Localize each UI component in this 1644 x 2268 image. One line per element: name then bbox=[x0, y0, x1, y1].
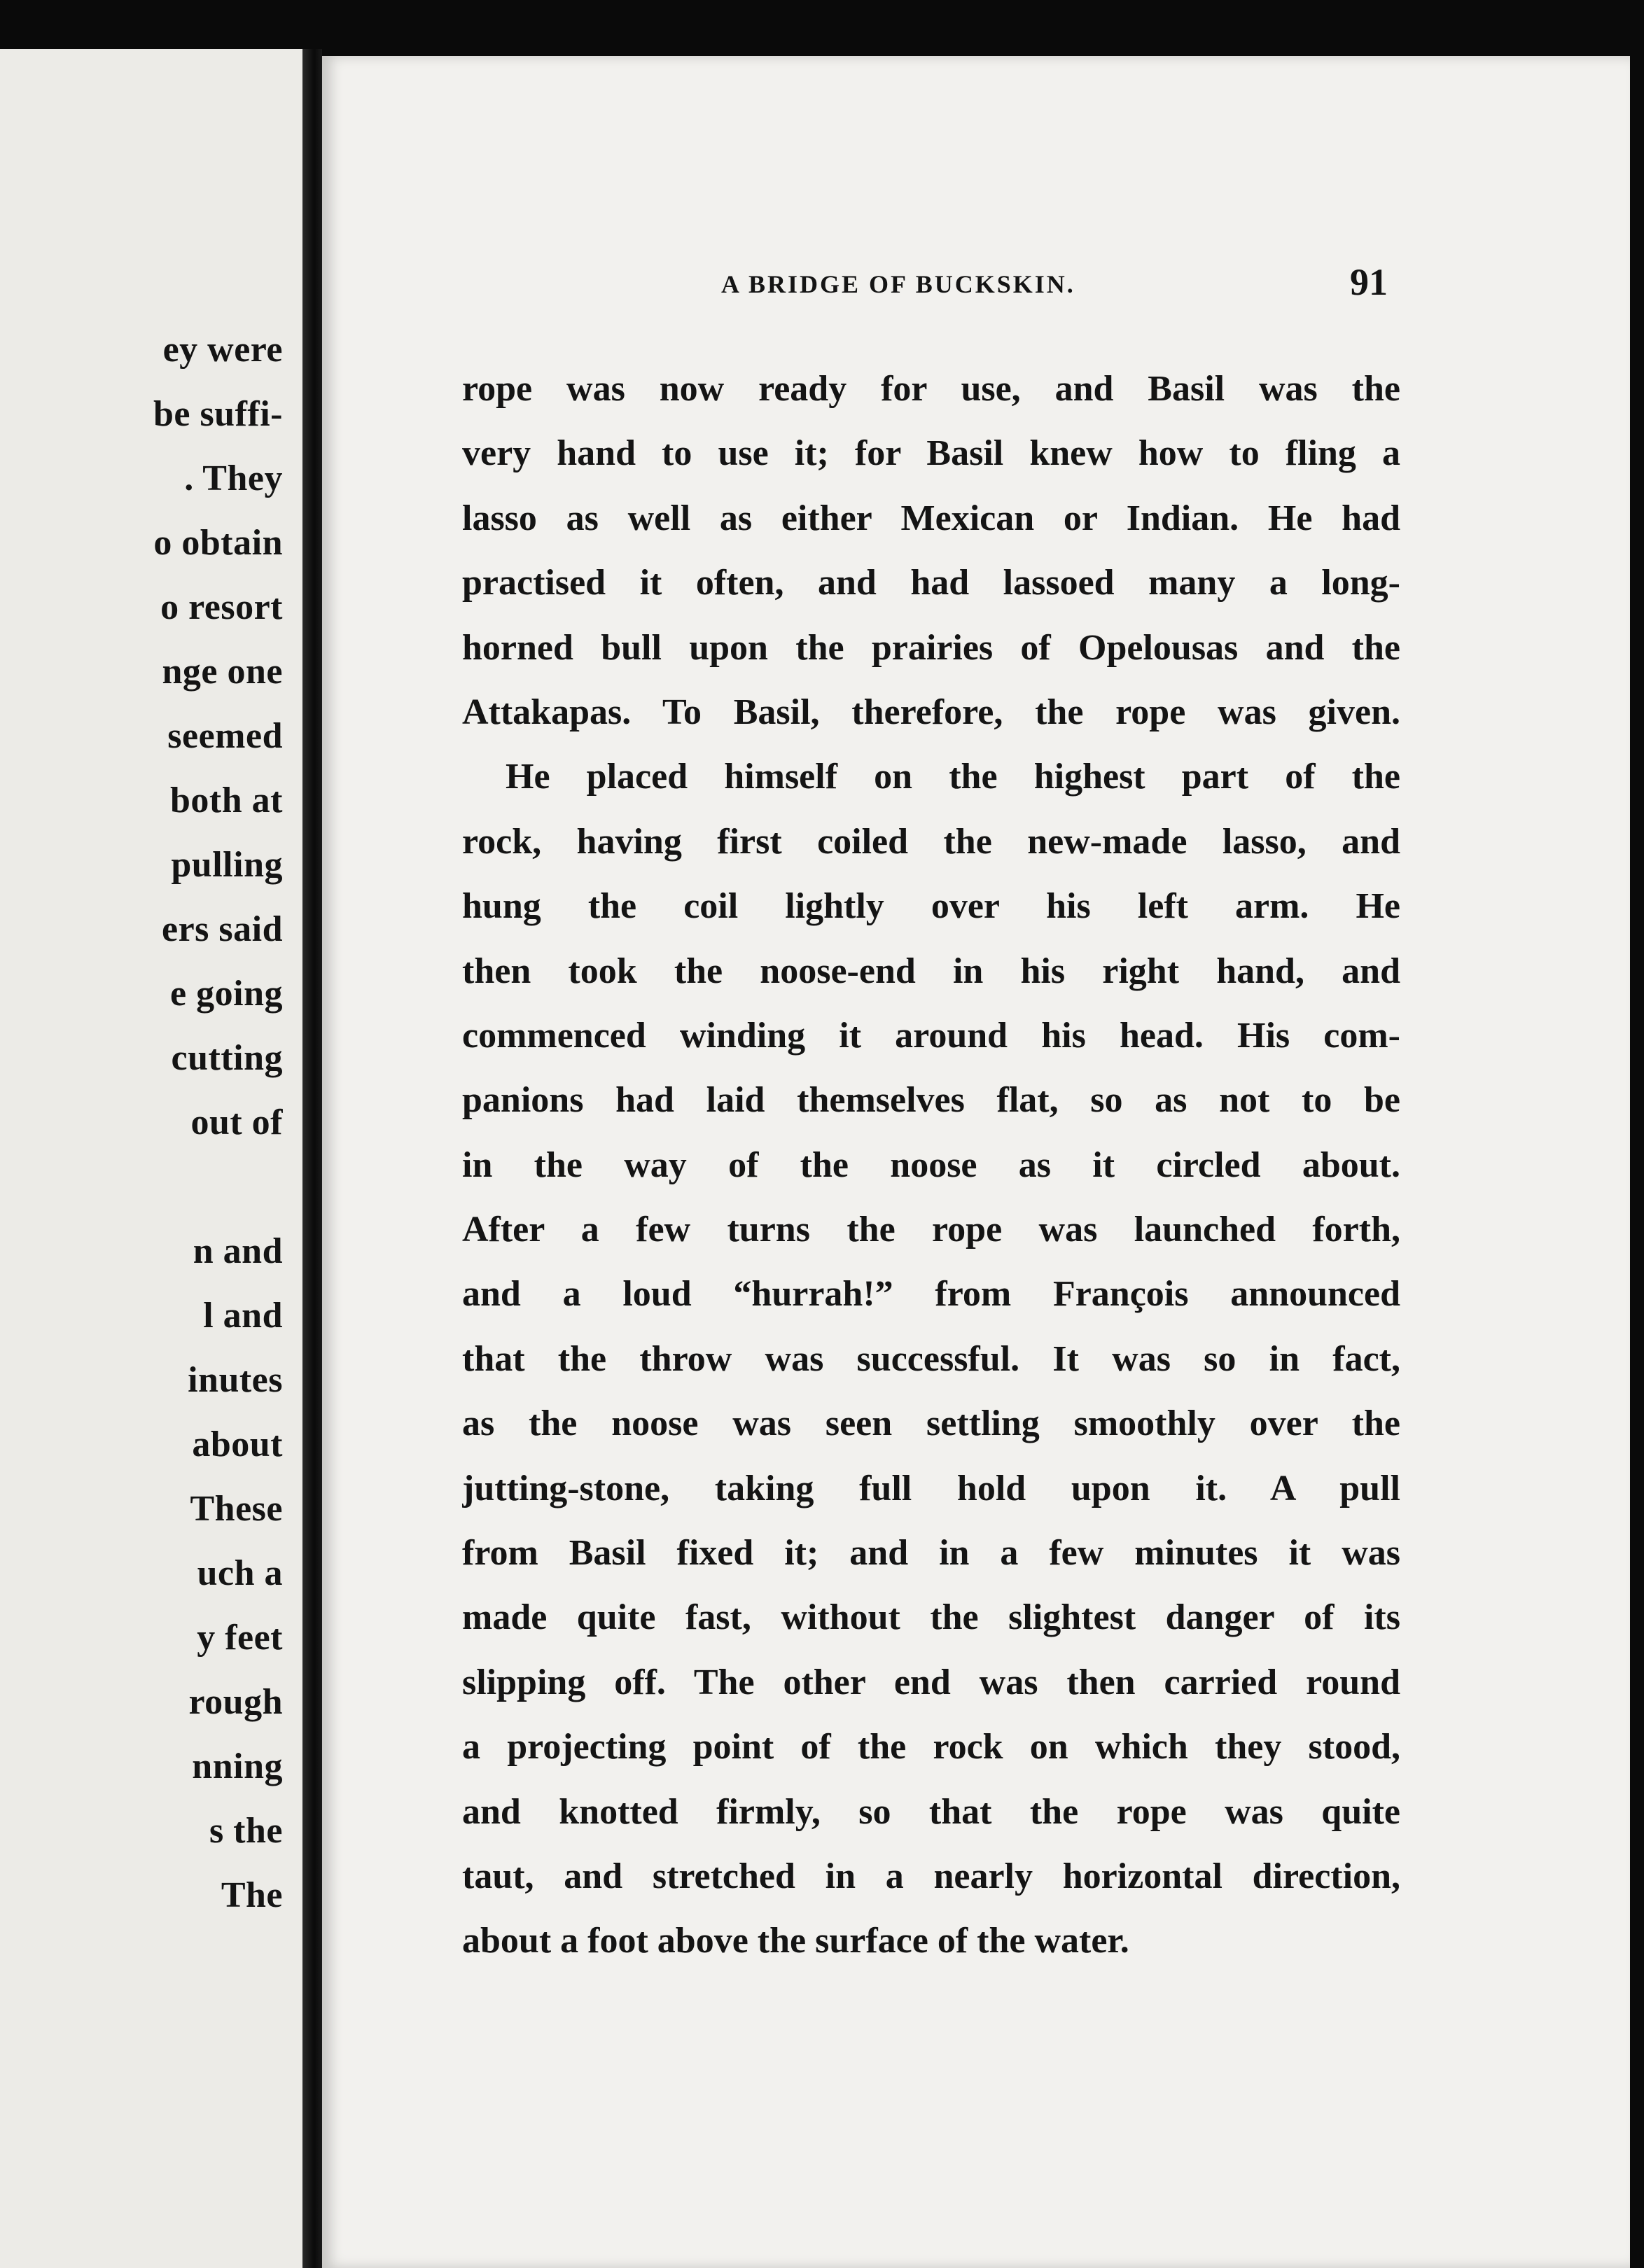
previous-page-line: s the bbox=[209, 1811, 283, 1851]
text-line: lasso as well as either Mexican or Indian. He had bbox=[462, 498, 1400, 538]
text-line: that the throw was successful. It was so in fact, bbox=[462, 1338, 1400, 1379]
previous-page-line: be suffi- bbox=[153, 394, 283, 434]
previous-page-line: out of bbox=[190, 1102, 283, 1142]
previous-page-line: both at bbox=[170, 780, 283, 820]
previous-page-line: o obtain bbox=[153, 523, 283, 563]
text-line: horned bull upon the prairies of Opelousas and the bbox=[462, 627, 1400, 668]
text-line: very hand to use it; for Basil knew how to fling a bbox=[462, 433, 1400, 474]
text-line: rock, having first coiled the new-made lasso, and bbox=[462, 821, 1400, 862]
text-line: about a foot above the surface of the water. bbox=[462, 1921, 1129, 1961]
previous-page-line: l and bbox=[203, 1296, 283, 1336]
text-line: in the way of the noose as it circled about. bbox=[462, 1144, 1400, 1185]
previous-page-line: inutes bbox=[188, 1360, 283, 1400]
text-line: jutting-stone, taking full hold upon it. A pull bbox=[462, 1468, 1400, 1508]
previous-page-line: uch a bbox=[197, 1553, 283, 1593]
text-line: and a loud “hurrah!” from François announced bbox=[462, 1274, 1400, 1315]
previous-page-line: nning bbox=[192, 1746, 283, 1786]
text-line: commenced winding it around his head. His com- bbox=[462, 1015, 1400, 1056]
text-line: then took the noose-end in his right hand, and bbox=[462, 951, 1400, 991]
text-line: rope was now ready for use, and Basil was the bbox=[462, 369, 1400, 409]
previous-page-line: seemed bbox=[167, 716, 283, 756]
previous-page-line: ers said bbox=[162, 909, 283, 949]
previous-page-line: The bbox=[221, 1875, 283, 1915]
previous-page-line: n and bbox=[193, 1231, 283, 1271]
text-line: panions had laid themselves flat, so as not to be bbox=[462, 1080, 1400, 1121]
running-head: A BRIDGE OF BUCKSKIN. bbox=[721, 270, 1075, 298]
text-line: a projecting point of the rock on which they stood, bbox=[462, 1727, 1400, 1768]
previous-page-line: . They bbox=[184, 458, 283, 498]
previous-page-line: These bbox=[190, 1489, 283, 1529]
previous-page-line: rough bbox=[188, 1682, 283, 1722]
text-line: After a few turns the rope was launched forth, bbox=[462, 1210, 1400, 1250]
text-line: from Basil fixed it; and in a few minutes it was bbox=[462, 1533, 1400, 1574]
text-line: hung the coil lightly over his left arm. He bbox=[462, 886, 1400, 927]
previous-page-line: y feet bbox=[197, 1618, 283, 1658]
text-line: He placed himself on the highest part of the bbox=[506, 757, 1400, 797]
page-number: 91 bbox=[1350, 261, 1388, 303]
previous-page-line: nge one bbox=[162, 652, 283, 692]
page-edge bbox=[1630, 56, 1644, 2268]
previous-page-line: e going bbox=[170, 974, 283, 1014]
text-line: practised it often, and had lassoed many a long- bbox=[462, 563, 1400, 603]
text-line: taut, and stretched in a nearly horizontal direction, bbox=[462, 1856, 1400, 1896]
previous-page-line: pulling bbox=[171, 845, 283, 885]
previous-page-line: ey were bbox=[162, 330, 283, 370]
previous-page-line: about bbox=[192, 1424, 283, 1464]
text-line: Attakapas. To Basil, therefore, the rope was given. bbox=[462, 692, 1400, 732]
previous-page-line: cutting bbox=[171, 1038, 283, 1078]
body-text bbox=[462, 357, 1400, 1974]
previous-page-line: o resort bbox=[160, 587, 283, 627]
text-line: made quite fast, without the slightest danger of its bbox=[462, 1597, 1400, 1638]
previous-page-fragment bbox=[0, 49, 302, 2268]
book-gutter bbox=[302, 49, 322, 2268]
text-line: as the noose was seen settling smoothly over the bbox=[462, 1404, 1400, 1444]
text-line: and knotted firmly, so that the rope was quite bbox=[462, 1791, 1400, 1832]
text-line: slipping off. The other end was then carried round bbox=[462, 1662, 1400, 1702]
